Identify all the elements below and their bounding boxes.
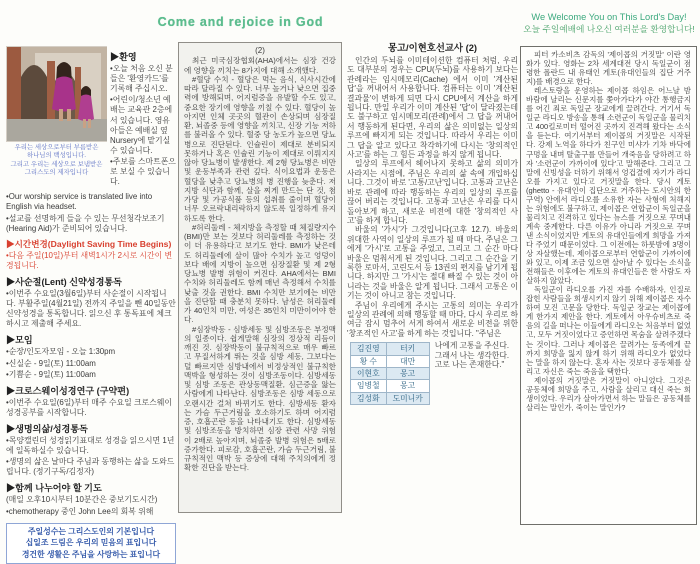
section-heading: ▶환영 bbox=[110, 52, 137, 62]
section-heading: ▶크로스웨이성경연구 (구약편) bbox=[6, 385, 130, 396]
missionary-article-title: 몽고/이현호선교사 (2) bbox=[387, 42, 478, 53]
bullet-item: •이번주 수요일(3월6일)부터 사순절이 시작됩니다. 부활주일(4월21일) 전까지 주일을 뺀 40일동안 신약성경을 통독합니다. 읽으신 후 통독표에 체크하시고 제출해 주세요. bbox=[6, 288, 176, 329]
motto-line: 십일조 드림은 우리의 믿음의 표입니다 bbox=[25, 538, 157, 548]
missionary-table bbox=[350, 342, 430, 405]
section-lent bbox=[6, 275, 176, 329]
photo-caption-line: 그리고 우리는 세상으로 보냄받은 bbox=[10, 160, 103, 168]
bullet-item: •다음 주일(10일)부터 새벽1시가 2시로 시간이 변경됩니다. bbox=[6, 250, 173, 270]
bullet-item: (매일 오후10시부터 10분간은 중보기도시간) bbox=[6, 495, 158, 505]
paragraph: 바울의 '가시'가 그것입니다(고후 12.7). 바울의 위대한 사역이 일상의 루프가 될 때 마다, 주님은 그에게 '가시'로 고통을 주었고, 그리고 그 순간 마다 바울은 멈춰서게 된 것입니다. 그리고 그 순간을 기록한 로마서, 고린도서 등 13권의 편지를 남기게 됩니다. 하지만 그 '가시'는 절대 빠질 수 있는 것이 아니라는 것을 바울은 알게 됩니다. 그래서 고통은 이기는 것이 아니고 참는 것입니다. bbox=[347, 225, 518, 301]
paragraph: 주님이 우리에게 주시는 고통의 의미는 우리가 일상의 관례에 의해 행동할 때 마다, 다시 우리로 하여금 잠시 멈추어 서게 하여서 새로운 비전을 위한 '창조적인 사고'를 하게 하는 것입니다. "주님은 bbox=[347, 300, 518, 338]
movie-article-paragraphs bbox=[526, 50, 691, 412]
photo-caption bbox=[6, 144, 107, 177]
photo-caption-line: 우리는 세상으로부터 부름받은 bbox=[14, 144, 99, 151]
paragraph: 최근 미국심장협회(AHA)에서는 심장 건강에 영향을 끼치는 8가지에 대해 소개했다. bbox=[184, 56, 336, 75]
photo-caption-line: 그리스도의 제자입니다 bbox=[24, 168, 89, 176]
section-meetings bbox=[6, 333, 176, 379]
health-article-paragraphs bbox=[184, 56, 336, 472]
missionary-row bbox=[351, 355, 430, 367]
paragraph: 독일군이 라디오를 가진 자를 수배하자, 인질로 잡힌 사람들을 희생시키지 않기 위해 제이콥은 자수하여 모진 고문을 당한다. 독일군 장교는 제이콥에게 한가지 제안을 한다. 게토에서 아우슈비츠로 죽음의 길을 떠나는 이들에게 라디오는 처음부터 없었고, 모두 거짓이었다고 증언하면 목숨을 살려주겠다는 것이다. 그러나 제이콥은 끌려가는 동족에게 끝까지 희망을 잃지 않게 하기 위해 라디오가 없었다는 말을 하지 않는다. 혼자 사는 것보다 공동체를 살리고 자신은 죽는 죽음을 택한다. bbox=[526, 285, 691, 376]
missionary-row bbox=[351, 368, 430, 380]
missionary-name: 임병철 bbox=[351, 380, 387, 392]
paragraph: 레스토랑을 운영하는 제이콥 하임은 어느날 밤 바람에 날리는 신문지를 쫓아가다가 야간 통행금지를 어긴 죄로 독일군 장교에게 끌려간다. 거기서 독일군 라디오 방송을 통해 소련군이 독일군을 물리치고 400킬로미터 떨어진 곳까지 진격해 왔다는 소식을 듣는다. 여기서부터 제이콥의 거짓말은 시작된다. 강제 노역을 하다가 친구인 미샤가 기차 바닥에 구멍을 내며 탈출구를 만들어 개죽음을 당하려고 하자 '소련군이 가까이에 있다'고 말해준다. 그리고 그 말에 신빙성을 더하기 위해서 엉겁결에 자기가 라디오를 가지고 있다고 거짓말을 한다. 당시 게토(ghetto - 유대인이 집단으로 거주하는 도시안의 한 구역) 안에서 라디오를 소유한 자는 사형에 처해지는 위험에도 불구하고, 제이콥은 연합군이 독일군을 물리치고 진격하고 있다는 뉴스를 거짓으로 꾸며내 계속 중계한다. 다른 이유가 아니라 거짓으로 꾸며낸 소식이었지만 게토의 유대인들에게 희망을 가져다 주었기 때문이었다. 그 이전에는 하룻밤에 3명이상 자살했는데, 제이콥으로부터 연합군이 가까이에 와 있고, 이제 조금 있으면 살아날 수 있다는 소식을 전해들은 이후에는 게토의 유대인들은 한 사람도 자살하지 않았다. bbox=[526, 86, 691, 286]
missionary-country: 터키 bbox=[386, 343, 429, 355]
bullet-item: •주보를 스마트폰으로 보실 수 있습니다. bbox=[110, 156, 176, 187]
missionary-row bbox=[351, 392, 430, 404]
paragraph: #허리둘레 - 체지방을 측정할 때 체질량지수(BMI)만 보는 것보다 허리둘레를 측정하는 것이 더 유용하다고 보기도 한다. BMI가 낮은데도 허리둘레에 살이 많아 수치가 높고 엉덩이보다 배에 지방이 높으면 심장질환 및 제 2형 당뇨병 발병 위험이 커진다. AHA에서는 BMI 수치와 허리둘레도 함께 매년 측정해서 수치를 낮출 것을 권한다. BMI 수치만 보기에는 비만을 진단할 때 충분치 못하다. 남성은 허리둘레가 40인치 미만, 여성은 35인치 미만이어야 한다. bbox=[184, 222, 336, 325]
bullet-item: •목양캘린더 성경읽기표대로 성경을 읽으시면 1년에 일독하실수 있습니다. bbox=[6, 435, 175, 456]
missionary-name: 이현호 bbox=[351, 368, 387, 380]
welcome-banner-korean: 오늘 주일예배에 나오신 여러분을 환영합니다! bbox=[523, 24, 695, 35]
section-crossway bbox=[6, 384, 176, 418]
family-photo-image bbox=[7, 47, 107, 141]
photo-block bbox=[6, 46, 107, 177]
announcements-column bbox=[6, 46, 176, 564]
paragraph: 제이콥의 거짓말은 거짓말이 아니었다. 그것은 공동체에 희망을 주고, 사람을 살리고 대신 죽는 희생이었다. 우리가 살아가면서 하는 말들은 공동체를 살리는 말인가, 죽이는 말인가? bbox=[526, 375, 691, 412]
article-page-number: (2) bbox=[255, 46, 265, 55]
welcome-banner-english: We Welcome You on This Lord's Day! bbox=[531, 12, 687, 22]
missionary-article-paragraphs bbox=[347, 56, 518, 338]
section-prayer bbox=[6, 481, 176, 516]
missionary-name: 김진영 bbox=[351, 343, 387, 355]
missionary-country: 도미니카 bbox=[386, 392, 429, 404]
faith-motto-box bbox=[6, 523, 176, 564]
photo-caption-line: 하나님의 백성입니다. bbox=[26, 152, 87, 160]
missionary-row bbox=[351, 380, 430, 392]
bullet-item: •오늘 처음 오신 분들은 '환영카드'를 기록해 주십시오. bbox=[110, 64, 173, 94]
bullet-item: •이번주 수요일(6일)부터 매주 수요일 크로스웨이 성경공부를 시작합니다. bbox=[6, 397, 173, 417]
motto-line: 주일성수는 그리스도인의 기본입니다 bbox=[27, 526, 155, 536]
bullet-item: •기쁨순 - 9일(토) 11:00am bbox=[6, 369, 96, 379]
bullet-item: •순장/인도자모임 - 오늘 1:30pm bbox=[6, 347, 116, 357]
bullet-item: •chemotherapy 중인 John Lee의 회복 위해 bbox=[6, 506, 154, 516]
health-article-box bbox=[178, 42, 342, 513]
movie-article-box bbox=[520, 46, 697, 525]
section-bible-reading bbox=[6, 422, 176, 477]
paragraph: #혈당 수치 - 혈당은 먹는 음식, 식사시간에 따라 달라질 수 있다. 너무 높거나 낮으면 집중력에 방해되며, 어지럼증을 유발할 수도 있고, 중요한 장기에 영향을 끼칠 수 있다. 혈당이 높아지면 인체 곳곳의 혈관이 손상되며 심장질환, 뇌졸중 등에 영향을 끼치고, 신장 기능 저하를 불러올 수 있다. 혈중 당 농도가 높으면 당뇨병으로 진단된다. 인슐린이 제대로 분비되지 못하거나 혹은 인슐린 기능이 제대로 이뤄지지 않아 당뇨병이 발생한다. 제 2형 당뇨병은 비만 및 운동부족과 관련 깊다. 식이요법과 운동은 혈당을 낮추고 당뇨병의 병 진행을 늦춘다. 저지방 식단과 함께, 살을 찌게 만드는 단 것, 첨가당 및 가공식품 등의 섭취를 줄이며 혈당이 너무 오르락내리락하지 않도록 일정하게 유지하도록 한다. bbox=[184, 74, 336, 223]
section-heading: ▶생명의삶/성경통독 bbox=[6, 423, 88, 434]
missionary-name: 황 수 bbox=[351, 355, 387, 367]
bullet-item: •생명의 삶은 날마다 주님과 동행하는 삶을 도와드립니다. (정기구독/김정자) bbox=[6, 457, 175, 477]
paragraph: 일상의 루프에서 헤어나지 못하고 삶의 의미가 사라지는 시점에, 주님은 우리의 삶 속에 개입하십니다. 그것이 바로 '고통/고난'입니다. 고통과 고난은 바로 관례에 따라 행동하는 우리의 일상의 루프를 끊어 버리는 것입니다. 고통과 고난은 우리를 다시 돌아보게 하고, 새로운 비전에 대한 '창의적인 사고'를 하게 합니다. bbox=[347, 159, 518, 225]
bullet-item: •어린이/청소년 예배는 교육관 2층에서 있습니다. 영유아들은 예배실 옆 Nursery에 맡기실 수 있습니다. bbox=[110, 95, 173, 155]
bullet-item: •Our worship service is translated live into English via headset. bbox=[6, 192, 153, 212]
motto-line: 경건한 생활은 주님을 사랑하는 표입니다 bbox=[21, 550, 161, 560]
section-heading: ▶시간변경(Daylight Saving Time Begins) bbox=[6, 238, 172, 249]
bullet-item: •설교를 선명하게 들을 수 있는 무선청각보조기(Hearing Aid)가 준비되어 있습니다. bbox=[6, 213, 165, 233]
section-heading: ▶사순절(Lent) 신약성경통독 bbox=[6, 276, 122, 287]
section-translation bbox=[6, 192, 176, 233]
masthead-title: Come and rejoice in God bbox=[157, 15, 324, 29]
paragraph: 인간의 두뇌를 이미테이션한 컴퓨터 처럼, 우리도 대부분의 경우는 CPU(두뇌)를 사용하기 보다는 관례라는 임시메모리(Cache) 에서 이미 '계산된 답'을 꺼내어서 사용합니다. 컴퓨터는 이미 '계산된 결과물'이 변하게 되면 다시 CPU에서 계산을 하게 됩니다. 만일 우리가 이미 계산된 '답'이 달라졌는데도 불구하고 임시메모리(관례)에서 그 답을 꺼내어서 행동하게 된다면, 우리의 삶은 의미없는 일상의 루프에 빠지게 되는 것입니다. 따라서 우리는 이미 그 답을 알고 있다고 착각하기에 다시는 '창의적인 사고'를 하는 그 힘든 과정을 하지 않게 됩니다. bbox=[347, 56, 518, 160]
bullet-item: •신실순 - 9일(토) 11:00am bbox=[6, 358, 96, 368]
section-welcome bbox=[110, 50, 176, 188]
paragraph: #심장박동 - 심방세동 및 심방조동은 부정맥의 일종이다. 쉽게말해 심장의 정상적 리듬이 깨진 것. 심장박동이 불규칙적으로 매우 빠르고 무질서하게 뛰는 것을 심방 세동, 그보다는 덜 빠르지만 심방내에서 비정상적인 불규칙한 맥박을 형성하는 것이 심방조동이다. 심방세동 및 심방 조동은 관상동맥질환, 심근증을 앓는 사람에게 나타난다. 심방조동은 심방 세동으로 오랜시간 걸쳐 바뀌기도 한다. 심방세동 환자는 가슴 두근거림을 호소하기도 하며 어지럼증, 호흡곤란 등을 나타내기도 한다. 심방세동 및 심방조동을 방치하면 심장 관련 사망 위험이 2배로 높아지며, 뇌졸중 발병 위험은 5배로 증가한다. 피로감, 호흡곤란, 가슴 두근거림, 불규칙적인 맥박 등 증상에 대해 주치의에게 정확한 진단을 받는다. bbox=[184, 324, 336, 473]
missionary-name: 김성화 bbox=[351, 392, 387, 404]
section-heading: ▶모임 bbox=[6, 335, 33, 346]
missionary-country: 몽고 bbox=[386, 380, 429, 392]
missionary-country: 대만 bbox=[386, 355, 429, 367]
missionary-row bbox=[351, 343, 430, 355]
missionary-article bbox=[347, 40, 518, 405]
section-time-change bbox=[6, 238, 176, 271]
missionary-country: 몽고 bbox=[386, 368, 429, 380]
paragraph: 피터 카소비츠 감독의 '제이콥의 거짓말' 이란 영화가 있다. 영화는 2차 세계대전 당시 독일군이 점령한 폴란드 내 유태인 게토(유대인들의 집단 거주지)를 배경으로 한다. bbox=[526, 50, 691, 87]
closing-quote: 나에게 고통을 주신다. 그래서 나는 생각한다. 고로 나는 존재한다." bbox=[434, 341, 510, 369]
family-photo bbox=[6, 46, 107, 142]
section-heading: ▶함께 나누어야 할 기도 bbox=[6, 483, 102, 494]
welcome-banner bbox=[522, 12, 696, 35]
